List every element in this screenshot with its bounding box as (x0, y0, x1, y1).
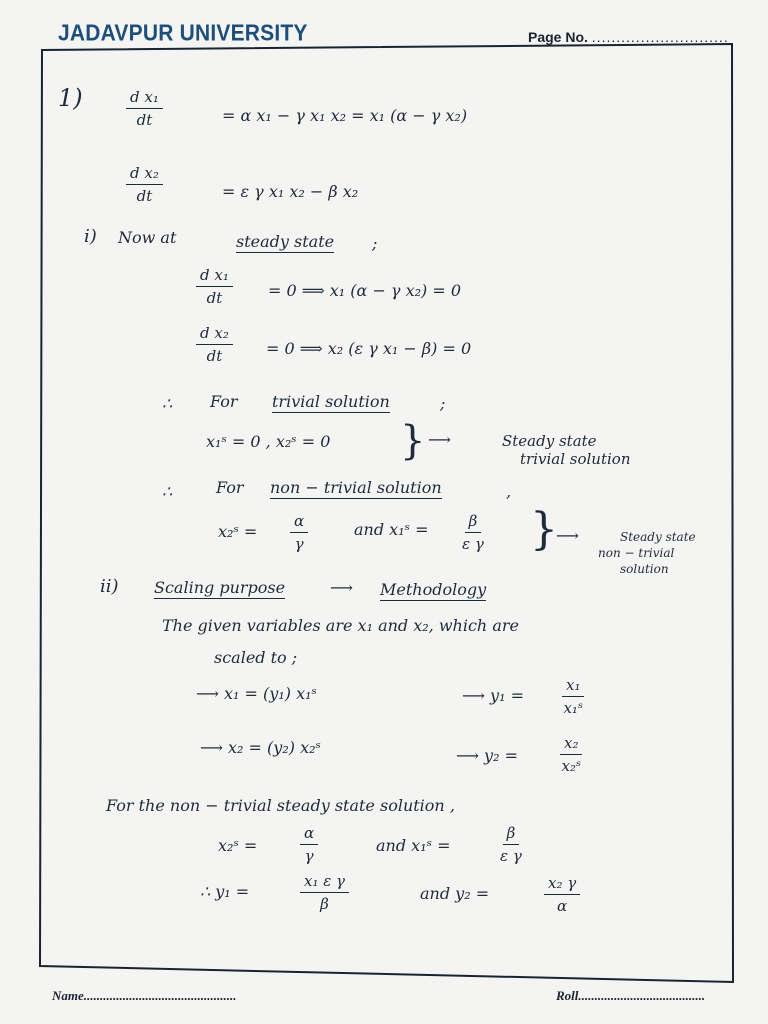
final-fraction-2 (500, 824, 522, 865)
ss2-rhs: = 0 ⟹ x₂ (ε γ x₁ − β) = 0 (266, 339, 472, 358)
nt-note-line2: non − trivial (598, 546, 675, 560)
steady-state-text: steady state (236, 232, 335, 251)
ss1-rhs: = 0 ⟹ x₁ (α − γ x₂) = 0 (268, 281, 462, 300)
scale-eq-2-right: ⟶ y₂ = (456, 746, 518, 765)
for-text-2: For (216, 478, 244, 497)
ss2-derivative (196, 324, 233, 365)
final-frac4-den: α (557, 897, 568, 915)
comma: , (506, 482, 512, 501)
eq2-denominator: dt (136, 187, 153, 205)
final-fraction-4 (544, 874, 580, 915)
for-text-1: For (210, 392, 238, 411)
nt-frac2-num: β (465, 512, 482, 533)
final-and-x1s: and x₁ˢ = (376, 836, 451, 855)
trivial-equation: x₁ˢ = 0 , x₂ˢ = 0 (206, 432, 331, 451)
roll-dots: ....................................... (578, 988, 706, 1003)
scale-frac1-den: x₁ˢ (563, 699, 583, 717)
final-y1: ∴ y₁ = (200, 882, 250, 901)
eq2-numerator: d x₂ (126, 164, 163, 185)
trivial-solution-heading: trivial solution (272, 392, 390, 411)
scaled-to-line: scaled to ; (214, 648, 298, 667)
roll-label: Roll (556, 988, 579, 1003)
trivial-note-line1: Steady state (502, 432, 597, 450)
final-fraction-3 (300, 872, 349, 913)
scale-eq-1: ⟶ x₁ = (y₁) x₁ˢ (196, 684, 317, 703)
eq1-derivative (126, 88, 163, 129)
name-label: Name (52, 988, 84, 1003)
methodology-heading: Methodology (380, 580, 487, 599)
final-frac2-den: ε γ (500, 847, 522, 865)
name-field (52, 988, 237, 1004)
page-number-dots: ............................ (591, 29, 729, 45)
nt-frac1-den: γ (294, 535, 304, 553)
final-fraction-1 (300, 824, 318, 865)
eq1-denominator: dt (136, 111, 153, 129)
given-variables-line: The given variables are x₁ and x₂, which are (162, 616, 519, 635)
university-title: JADAVPUR UNIVERSITY (58, 21, 308, 46)
for-nontrivial-steady-line: For the non − trivial steady state solution , (106, 796, 455, 815)
final-frac4-num: x₂ γ (544, 874, 580, 895)
trivial-note-line2: trivial solution (520, 450, 631, 468)
nt-brace: } (530, 504, 558, 555)
question-number: 1) (58, 84, 83, 112)
eq1-rhs: = α x₁ − γ x₁ x₂ = x₁ (α − γ x₂) (222, 106, 468, 125)
final-frac1-den: γ (304, 847, 314, 865)
scale-frac2-num: x₂ (560, 734, 582, 755)
scale-fraction-1 (562, 676, 584, 717)
final-and-y2: and y₂ = (420, 884, 490, 903)
nt-arrow: ⟶ (556, 526, 579, 545)
scale-fraction-2 (560, 734, 582, 775)
ss2-denominator: dt (206, 347, 223, 365)
nt-x2s: x₂ˢ = (218, 522, 258, 541)
nt-note-line1: Steady state (620, 530, 696, 544)
nt-frac2-den: ε γ (462, 535, 484, 553)
scale-frac1-num: x₁ (562, 676, 584, 697)
page-number-label: Page No. (528, 29, 588, 45)
scale-frac2-den: x₂ˢ (561, 757, 581, 775)
part-i-label: i) (84, 226, 97, 247)
name-dots: ............................................... (83, 988, 237, 1003)
now-at-text: Now at (118, 228, 177, 247)
therefore-symbol-1: ∴ (162, 394, 173, 413)
methodology-arrow: ⟶ (330, 578, 353, 597)
final-frac1-num: α (300, 824, 318, 845)
nt-note-line3: solution (620, 562, 669, 576)
trivial-arrow: ⟶ (428, 430, 451, 449)
ss1-numerator: d x₁ (196, 266, 233, 287)
nt-fraction-2 (462, 512, 484, 553)
eq2-rhs: = ε γ x₁ x₂ − β x₂ (222, 182, 359, 201)
ss1-denominator: dt (206, 289, 223, 307)
non-trivial-solution-heading: non − trivial solution (270, 478, 442, 497)
final-frac3-num: x₁ ε γ (300, 872, 349, 893)
semicolon: ; (372, 234, 378, 253)
roll-field (556, 988, 705, 1004)
final-frac3-den: β (320, 895, 329, 913)
nt-fraction-1 (290, 512, 308, 553)
final-x2s: x₂ˢ = (218, 836, 258, 855)
part-ii-label: ii) (100, 576, 119, 597)
trivial-brace: } (400, 418, 426, 464)
eq2-derivative (126, 164, 163, 205)
scale-eq-2: ⟶ x₂ = (y₂) x₂ˢ (200, 738, 321, 757)
scale-eq-1-right: ⟶ y₁ = (462, 686, 524, 705)
nt-and-x1s: and x₁ˢ = (354, 520, 429, 539)
ss2-numerator: d x₂ (196, 324, 233, 345)
scaling-purpose-heading: Scaling purpose (154, 578, 286, 597)
semicolon-2: ; (440, 394, 446, 413)
nt-frac1-num: α (290, 512, 308, 533)
final-frac2-num: β (503, 824, 520, 845)
eq1-numerator: d x₁ (126, 88, 163, 109)
ss1-derivative (196, 266, 233, 307)
page-number-field (528, 29, 729, 45)
therefore-symbol-2: ∴ (162, 482, 173, 501)
